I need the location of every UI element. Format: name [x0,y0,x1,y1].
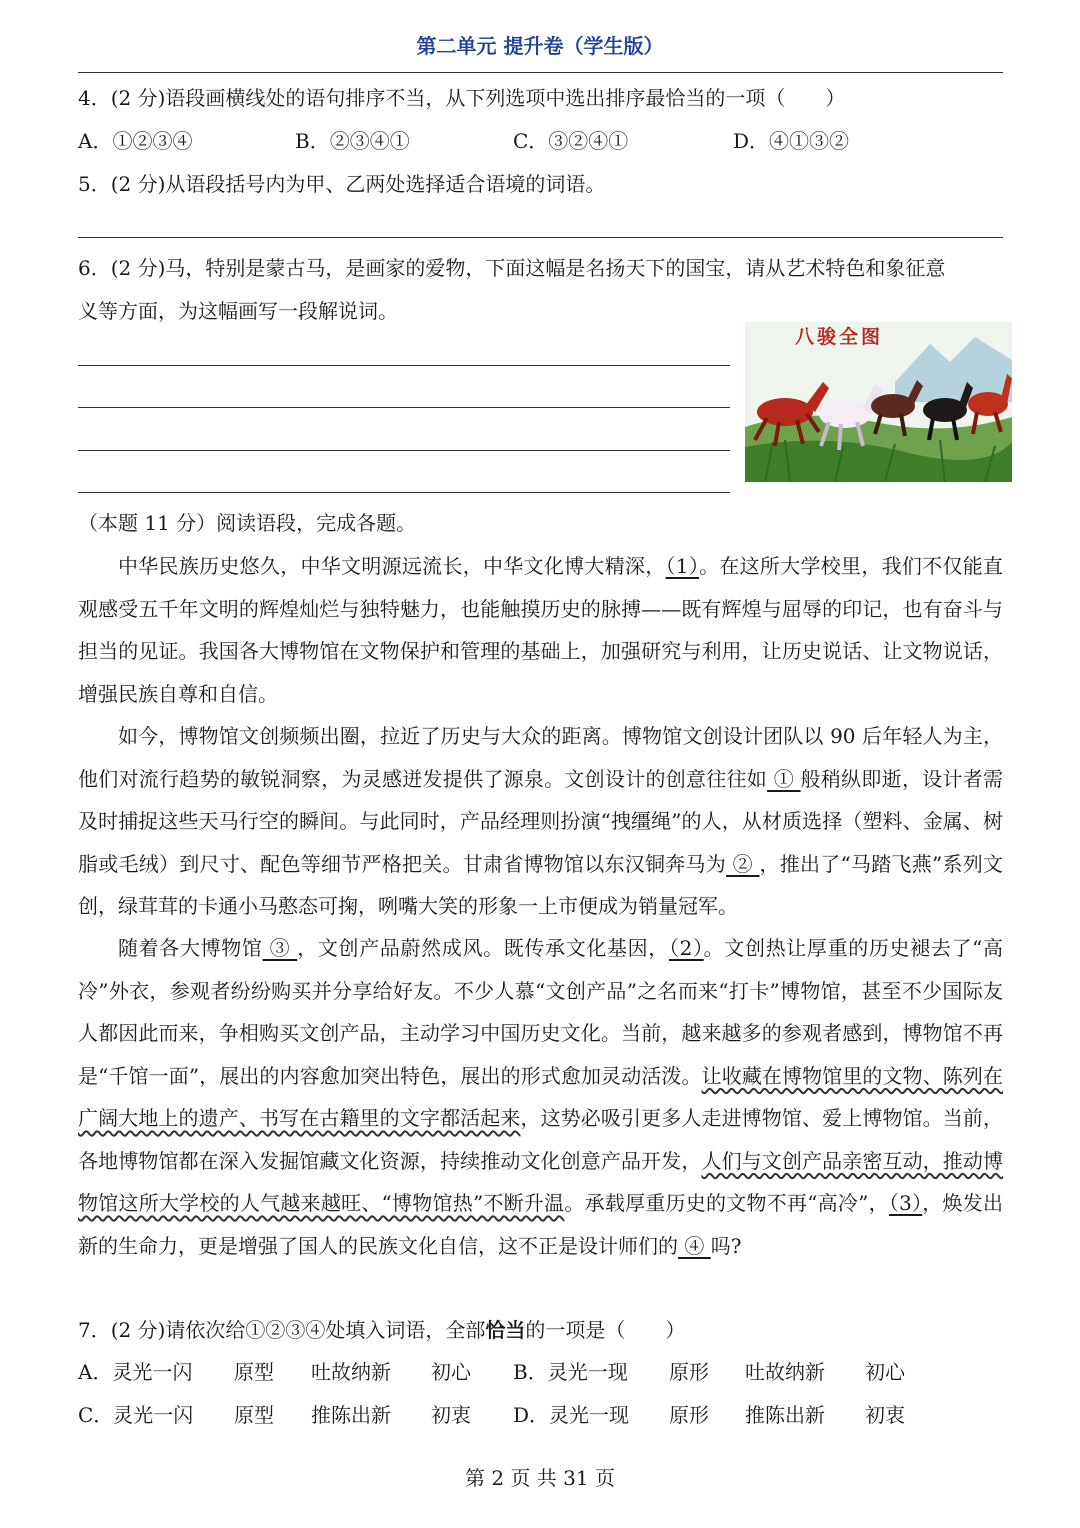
answer-line-q6-2 [78,407,730,408]
q7-option-b-3: 吐故纳新 [745,1360,825,1384]
answer-line-q6-4 [78,492,730,493]
painting-title: 八骏全图 [795,326,884,348]
option-c: C．③②④① [513,129,629,153]
passage-paragraph-2 [78,715,1003,928]
question-7-options-row-1 [78,1358,1003,1386]
answer-line-q6-3 [78,450,730,451]
question-4-stem: 4．(2 分)语段画横线处的语句排序不当，从下列选项中选出排序最恰当的一项（ ） [78,86,846,110]
p1-text-b: 。在这所大学校里，我们不仅能直观感受五千年文明的辉煌灿烂与独特魅力，也能触摸历史的脉搏——既有辉煌与屈辱的印记，也有奋斗与担当的见证。我国各大博物馆在文物保护和管理的基础上，加强研究与利用，让历史说话、让文物说话，增强民族自尊和自信。 [78,554,1003,706]
p2-text-b: 般稍纵即逝，设计者需及时捕捉这些天马行空的瞬间。与此同时，产品经理则扮演“拽缰绳”的人，从材质选择（塑料、金属、树脂或毛绒）到尺寸、配色等细节严格把关。甘肃省博物馆以东汉铜奔马为 [78,766,1004,876]
eight-horses-painting [745,322,1012,482]
page-header-title: 第二单元 提升卷（学生版） [416,34,664,58]
q7-option-a-3: 吐故纳新 [311,1360,391,1384]
q7-option-a-1: A．灵光一闪 [78,1360,193,1384]
question-6-line-1: 6．(2 分)马，特别是蒙古马，是画家的爱物，下面这幅是名扬天下的国宝，请从艺术特色和象征意 [78,256,946,280]
blank-3: （3） [888,1191,923,1215]
blank-circle-4: ④ [678,1233,711,1258]
answer-line-q6-1 [78,365,730,366]
q7-option-c-1: C．灵光一闪 [78,1403,194,1427]
q7-option-b-2: 原形 [669,1360,709,1384]
wavy-underlined-sentence-2: 人们与文创产品亲密互动，推动博物馆这所大学校的人气越来越旺、“博物馆热”不断升温 [78,1148,1004,1215]
q7-option-b-1: B．灵光一现 [513,1360,628,1384]
p3-text-g: 吗? [710,1233,742,1258]
q7-option-a-4: 初心 [431,1360,471,1384]
q7-option-d-3: 推陈出新 [745,1403,825,1427]
q7-option-d-2: 原形 [669,1403,709,1427]
q7-stem-bold: 恰当 [485,1318,526,1342]
p2-text-a: 如今，博物馆文创频频出圈，拉近了历史与大众的距离。博物馆文创设计团队以 90 后年轻人为主，他们对流行趋势的敏锐洞察，为灵感迸发提供了源泉。文创设计的创意往往如 [78,724,1003,791]
question-5-stem: 5．(2 分)从语段括号内为甲、乙两处选择适合语境的词语。 [78,172,606,196]
p3-text-f: ，焕发出新的生命力，更是增强了国人的民族文化自信，这不正是设计师们的 [78,1191,1004,1258]
p3-text-c: 。文创热让厚重的历史褪去了“高冷”外衣，参观者纷纷购买并分享给好友。不少人慕“文创产品”之名而来“打卡”博物馆，甚至不少国际友人都因此而来，争相购买文创产品，主动学习中国历史文化。当前，越来越多的参观者感到，博物馆不再是“千馆一面”，展出的内容愈加突出特色，展出的形式愈加灵动活泼。 [78,936,1004,1088]
blank-circle-1: ① [767,766,801,791]
page-footer: 第 2 页 共 31 页 [465,1466,615,1490]
q7-stem-a: 7．(2 分)请依次给①②③④处填入词语，全部 [78,1318,486,1342]
p1-text-a: 中华民族历史悠久，中华文明源远流长，中华文化博大精深， [118,554,666,578]
section-intro: （本题 11 分）阅读语段，完成各题。 [78,511,417,535]
q7-stem-b: 的一项是（ ） [525,1318,686,1342]
header-rule [78,72,1003,73]
p3-text-d: ，这势必吸引更多人走进博物馆、爱上博物馆。当前，各地博物馆都在深入发掘馆藏文化资源，持续推动文化创意产品开发， [78,1106,1004,1173]
option-b: B．②③④① [295,129,410,153]
q7-option-c-2: 原型 [234,1403,274,1427]
question-7-stem [78,1316,685,1344]
q7-option-b-4: 初心 [865,1360,905,1384]
blank-circle-3: ③ [262,936,298,960]
q7-option-c-4: 初衷 [431,1403,471,1427]
blank-2: （2） [668,936,704,960]
q7-option-d-1: D．灵光一现 [513,1403,630,1427]
question-6-line-2: 义等方面，为这幅画写一段解说词。 [78,299,398,323]
answer-line-q5 [78,237,1003,238]
p3-text-e: 。承载厚重历史的文物不再“高冷”， [564,1191,889,1215]
q7-option-a-2: 原型 [234,1360,274,1384]
option-d: D．④①③② [733,129,850,153]
wavy-underlined-sentence-1: 让收藏在博物馆里的文物、陈列在广阔大地上的遗产、书写在古籍里的文字都活起来 [78,1063,1004,1130]
passage-paragraph-3 [78,927,1003,1267]
passage-paragraph-1 [78,545,1003,715]
blank-circle-2: ② [726,851,760,876]
q7-option-d-4: 初衷 [865,1403,905,1427]
p3-text-b: ，文创产品蔚然成风。既传承文化基因， [297,936,669,960]
option-a: A．①②③④ [78,129,193,153]
question-7-options-row-2 [78,1401,1003,1429]
q7-option-c-3: 推陈出新 [311,1403,391,1427]
p2-text-c: ，推出了“马踏飞燕”系列文创，绿茸茸的卡通小马憨态可掬，咧嘴大笑的形象一上市便成为销量冠军。 [78,851,1004,918]
p3-text-a: 随着各大博物馆 [118,936,263,960]
blank-1: （1） [665,554,700,578]
